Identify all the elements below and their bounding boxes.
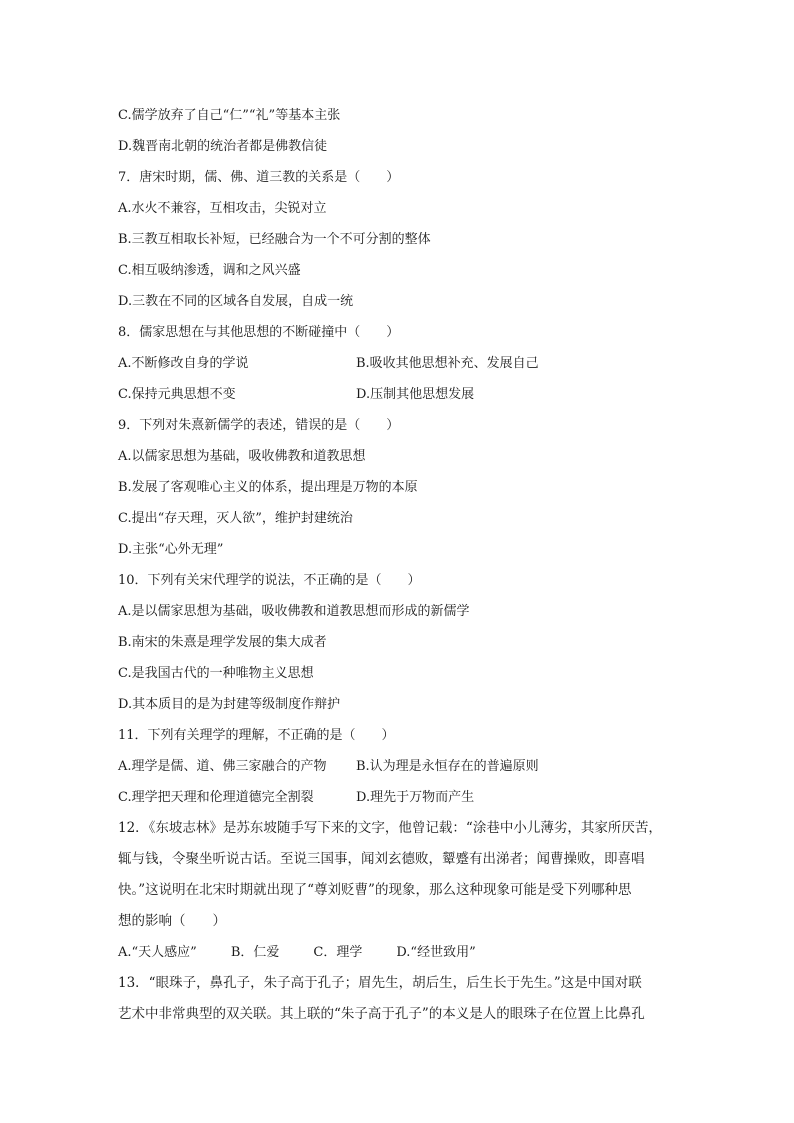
q10-option-d: D.其本质目的是为封建等级制度作辩护: [118, 697, 341, 712]
q13-stem-line-1: 13．“眼珠子，鼻孔子，朱子高于孔子；眉先生，胡后生，后生长于先生。”这是中国对联: [118, 975, 642, 991]
q12-option-c: C．理学: [313, 945, 363, 960]
q12-stem-line-3: 快。”这说明在北宋时期就出现了“尊刘贬曹”的现象，那么这种现象可能是受下列哪种思: [118, 882, 632, 898]
q12-option-d: D.“经世致用”: [396, 945, 476, 960]
q11-options-row-1: [118, 751, 678, 782]
q7-option-b: B.三教互相取长补短，已经融合为一个不可分割的整体: [118, 232, 431, 247]
q8-option-b: B.吸收其他思想补充、发展自己: [356, 356, 539, 371]
q10-option-a: A.是以儒家思想为基础，吸收佛教和道教思想而形成的新儒学: [118, 604, 470, 619]
q11-option-a: A.理学是儒、道、佛三家融合的产物: [118, 759, 327, 774]
q8-option-d: D.压制其他思想发展: [356, 387, 475, 402]
q12-option-b: B．仁爱: [230, 945, 280, 960]
q8-option-c: C.保持元典思想不变: [118, 387, 236, 402]
q9-option-c: C.提出“存天理，灭人欲”，维护封建统治: [118, 511, 353, 526]
q12-stem-line-4: 想的影响（ ）: [118, 913, 226, 929]
q8-stem: 8．儒家思想在与其他思想的不断碰撞中（ ）: [118, 325, 400, 340]
q11-option-d: D.理先于万物而产生: [356, 790, 475, 805]
q12-stem-line-2: 辄与钱，令聚坐听说古话。至说三国事，闻刘玄德败，颦蹙有出涕者；闻曹操败，即喜唱: [118, 851, 645, 867]
document-page: [118, 100, 678, 1030]
q13-stem-line-2: 艺术中非常典型的双关联。其上联的“朱子高于孔子”的本义是人的眼珠子在位置上比鼻孔: [118, 1006, 645, 1022]
q8-options-row-2: [118, 379, 678, 410]
q10-stem: 10．下列有关宋代理学的说法，不正确的是（ ）: [118, 573, 421, 588]
q9-option-a: A.以儒家思想为基础，吸收佛教和道教思想: [118, 449, 366, 464]
q12-option-a: A.“天人感应”: [118, 945, 197, 960]
q9-stem: 9．下列对朱熹新儒学的表述，错误的是（ ）: [118, 418, 400, 433]
q7-option-c: C.相互吸纳渗透，调和之风兴盛: [118, 263, 301, 278]
q12-options: [118, 937, 678, 968]
q6-option-c: C.儒学放弃了自己“仁”“礼”等基本主张: [118, 108, 341, 123]
q8-option-a: A.不断修改自身的学说: [118, 356, 249, 371]
q8-options-row-1: [118, 348, 678, 379]
q11-stem: 11．下列有关理学的理解，不正确的是（ ）: [118, 728, 395, 743]
q10-option-b: B.南宋的朱熹是理学发展的集大成者: [118, 635, 327, 650]
q7-option-d: D.三教在不同的区域各自发展，自成一统: [118, 294, 354, 309]
q7-option-a: A.水火不兼容，互相攻击，尖锐对立: [118, 201, 327, 216]
q12-stem-line-1: 12．《东坡志林》是苏东坡随手写下来的文字，他曾记载：“涂巷中小儿薄劣，其家所厌苦，: [118, 820, 662, 836]
q11-options-row-2: [118, 782, 678, 813]
q7-stem: 7．唐宋时期，儒、佛、道三教的关系是（ ）: [118, 170, 400, 185]
q9-option-b: B.发展了客观唯心主义的体系，提出理是万物的本原: [118, 480, 418, 495]
q11-option-b: B.认为理是永恒存在的普遍原则: [356, 759, 539, 774]
q11-option-c: C.理学把天理和伦理道德完全割裂: [118, 790, 314, 805]
q10-option-c: C.是我国古代的一种唯物主义思想: [118, 666, 314, 681]
q9-option-d: D.主张“心外无理”: [118, 542, 224, 557]
q6-option-d: D.魏晋南北朝的统治者都是佛教信徒: [118, 139, 328, 154]
